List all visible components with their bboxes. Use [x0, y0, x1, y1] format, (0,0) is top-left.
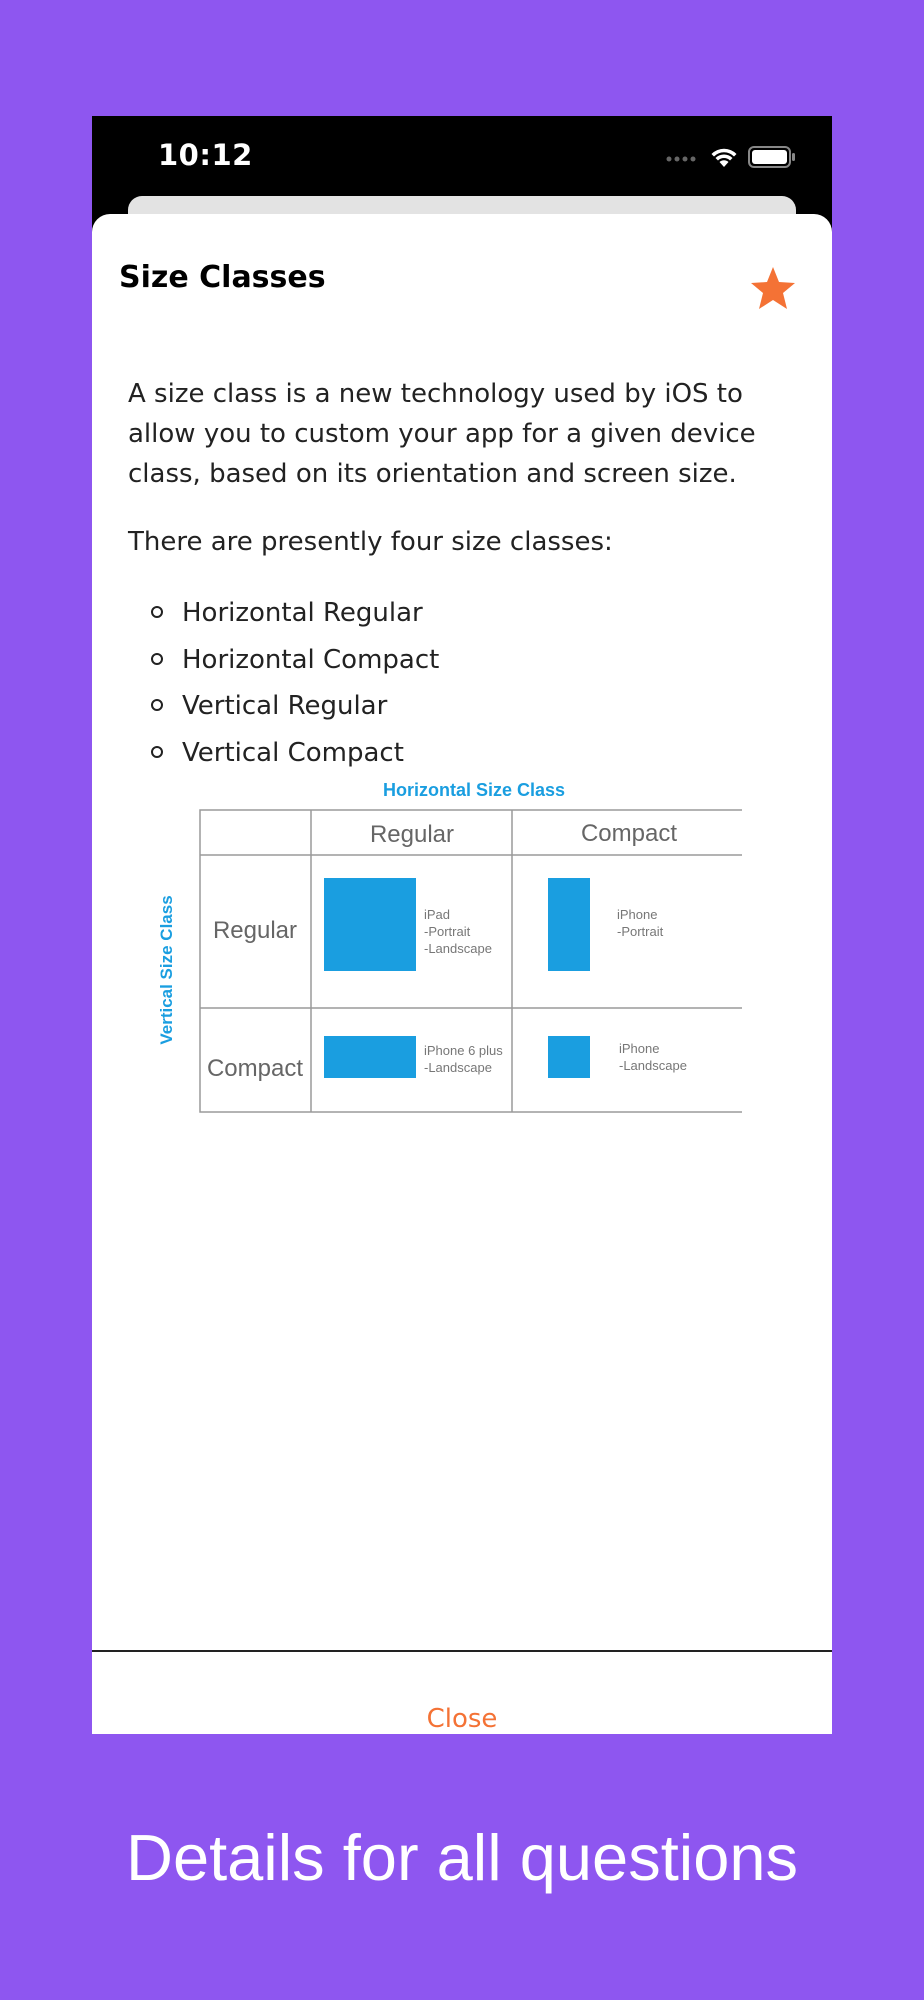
- content-body: [128, 374, 798, 776]
- footer-divider: [92, 1650, 832, 1652]
- list-item: Horizontal Regular: [128, 590, 798, 637]
- horizontal-title: Horizontal Size Class: [382, 780, 566, 800]
- status-time: 10:12: [158, 138, 253, 172]
- list-item: Horizontal Compact: [128, 637, 798, 684]
- cell-label: iPhone: [619, 1041, 660, 1056]
- cell-label: -Landscape: [424, 1060, 492, 1075]
- device-shape-ipad: [324, 878, 416, 971]
- col-header-compact: Compact: [580, 820, 678, 847]
- signal-icon: [666, 152, 700, 162]
- promo-caption: Details for all questions: [126, 1821, 798, 1894]
- vertical-title: Vertical Size Class: [157, 895, 176, 1045]
- status-bar: [92, 116, 832, 196]
- detail-sheet: [92, 214, 832, 1734]
- size-class-diagram: [142, 780, 742, 1120]
- size-class-list: [128, 590, 798, 776]
- cell-label: iPad: [424, 907, 451, 922]
- list-item: Vertical Compact: [128, 730, 798, 777]
- phone-screen: [92, 116, 832, 1734]
- row-header-regular: Regular: [212, 917, 298, 944]
- paragraph-intro: A size class is a new technology used by iOS to allow you to custom your app for a given device class, based on its orientation and screen size.: [128, 379, 756, 489]
- col-header-regular: Regular: [369, 821, 455, 848]
- close-button[interactable]: Close: [426, 1704, 498, 1734]
- status-icons: [666, 142, 796, 172]
- cell-label: -Portrait: [424, 924, 471, 939]
- row-header-compact: Compact: [206, 1055, 304, 1082]
- device-shape-iphone-portrait: [548, 878, 590, 971]
- cell-label: -Portrait: [617, 924, 664, 939]
- device-shape-iphone-landscape: [548, 1036, 590, 1078]
- battery-icon: [748, 146, 796, 168]
- list-item: Vertical Regular: [128, 683, 798, 730]
- device-shape-iphone-6-plus: [324, 1036, 416, 1078]
- wifi-icon: [710, 146, 738, 168]
- cell-label: iPhone: [617, 907, 658, 922]
- cell-label: -Landscape: [619, 1058, 687, 1073]
- sheet-title: Size Classes: [119, 260, 326, 295]
- star-icon[interactable]: [748, 264, 798, 314]
- cell-label: -Landscape: [424, 941, 492, 956]
- paragraph-count: There are presently four size classes:: [128, 527, 613, 557]
- cell-label: iPhone 6 plus: [424, 1043, 503, 1058]
